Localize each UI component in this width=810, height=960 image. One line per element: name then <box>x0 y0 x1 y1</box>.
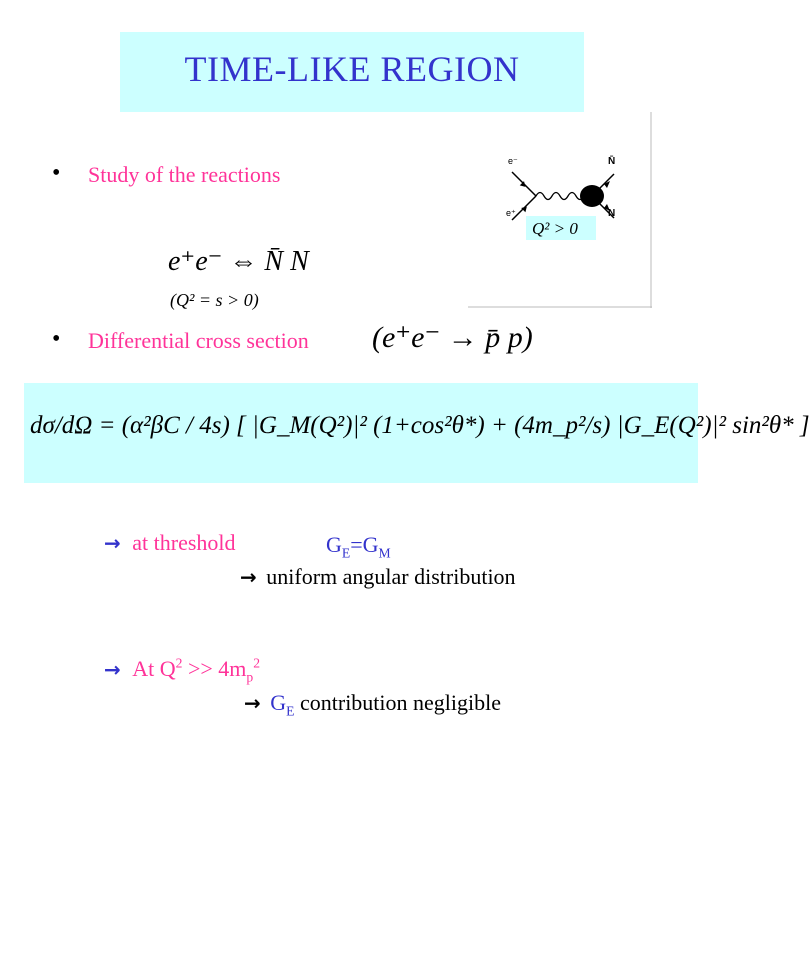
threshold-result-line <box>240 564 516 590</box>
bullet-dot: • <box>52 160 61 186</box>
reaction-equation: e⁺e⁻ ⇔ N̄ N <box>168 246 309 277</box>
highq-line <box>104 656 260 686</box>
cross-section-formula: dσ/dΩ = (α²βC / 4s) [ |G_M(Q²)|² (1+cos²θ*) + (4m_p²/s) |G_E(Q²)|² sin²θ* ] <box>30 412 810 439</box>
label-n-bottom: N <box>608 208 616 219</box>
threshold-line <box>104 530 236 556</box>
threshold-relation: $G_E=G_M$ <box>326 532 391 561</box>
reaction-condition: (Q² = s > 0) <box>170 290 259 310</box>
arrow-icon: → <box>240 565 257 589</box>
arrow-icon: → <box>244 691 261 715</box>
bullet-cross-section-text: Differential cross section <box>88 328 309 353</box>
arrow-icon: → <box>104 531 121 555</box>
q2-condition: Q² > 0 <box>532 219 578 238</box>
bullet-dot-2: • <box>52 326 61 352</box>
label-e-minus: e⁻ <box>508 156 518 166</box>
feynman-diagram <box>468 112 652 308</box>
arrow-icon: → <box>104 657 121 682</box>
highq-result-line <box>244 690 501 719</box>
threshold-label: at threshold <box>132 530 236 555</box>
highq-label: At $Q^2 >> 4m_p^2$ <box>132 656 261 685</box>
threshold-result-text: uniform angular distribution <box>266 564 516 589</box>
process-equation: (e⁺e⁻ → p̄ p) <box>372 321 533 354</box>
ge-symbol: $G_E$ <box>270 690 295 719</box>
label-e-plus: e⁺ <box>506 208 516 218</box>
highq-result-text: contribution negligible <box>294 690 502 715</box>
label-n-top: N̄ <box>608 156 616 167</box>
bullet-study-text: Study of the reactions <box>88 162 281 187</box>
page-title: TIME-LIKE REGION <box>184 49 520 89</box>
